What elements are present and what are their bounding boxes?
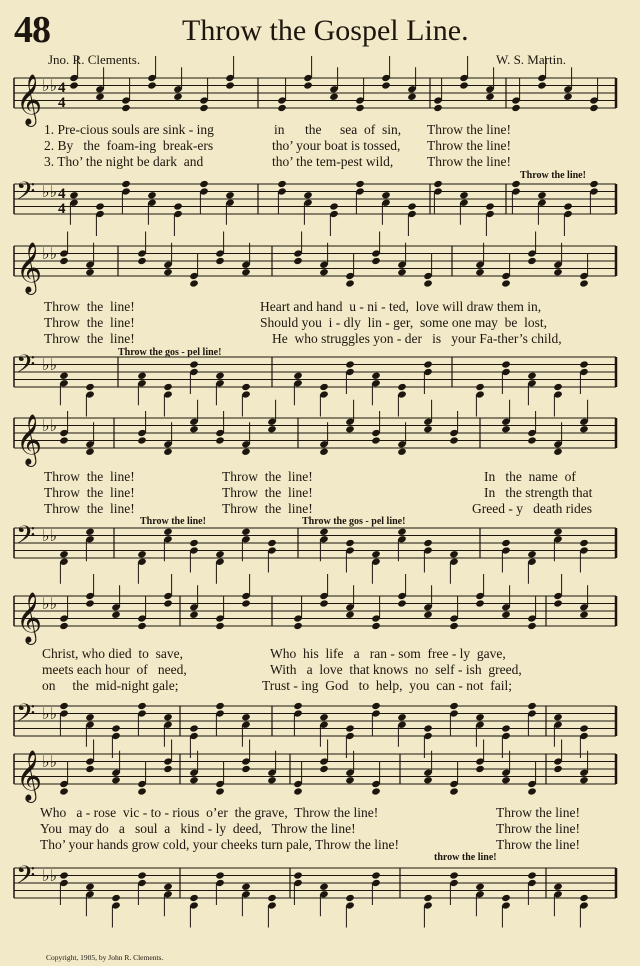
- note-head: [475, 765, 485, 773]
- lyric-verse3-g: He who struggles yon - der is your Fa-ther’s child,: [272, 331, 562, 346]
- note-head: [85, 765, 95, 773]
- note-head: [215, 436, 225, 444]
- note-head: [563, 93, 573, 101]
- hymn-number: 48: [14, 9, 50, 51]
- note-head: [111, 776, 121, 784]
- note-head: [293, 257, 303, 265]
- flat-key-signature-icon: ♭♭: [42, 866, 58, 885]
- note-head: [527, 372, 537, 380]
- flat-key-signature-icon: ♭♭: [42, 526, 58, 545]
- note-head: [511, 180, 521, 188]
- note-head: [397, 599, 407, 607]
- note-head: [85, 383, 95, 391]
- flat-key-signature-icon: ♭♭: [42, 244, 58, 263]
- note-head: [527, 257, 537, 265]
- lyric-verse1-e: Throw the line!: [427, 122, 511, 137]
- note-head: [163, 713, 173, 721]
- note-head: [267, 776, 277, 784]
- note-head: [137, 436, 147, 444]
- note-head: [199, 180, 209, 188]
- note-head: [501, 776, 511, 784]
- lyric-verse2-h: Throw the line!: [44, 485, 135, 500]
- lyric-verse3-b: tho’ the tem-pest wild,: [272, 154, 394, 169]
- note-head: [423, 279, 433, 287]
- note-head: [371, 702, 381, 710]
- note-head: [147, 81, 157, 89]
- note-head: [111, 611, 121, 619]
- note-head: [293, 622, 303, 630]
- note-head: [69, 191, 79, 199]
- note-head: [163, 268, 173, 276]
- lyric-verse1-d: sea of sin,: [340, 122, 402, 137]
- note-head: [163, 883, 173, 891]
- note-head: [475, 268, 485, 276]
- note-head: [163, 765, 173, 773]
- note-head: [215, 622, 225, 630]
- note-head: [475, 383, 485, 391]
- lyric-verse2-b: tho’ your boat is tossed,: [272, 138, 401, 153]
- note-head: [69, 81, 79, 89]
- lyric-verse2-f: Throw the line!: [44, 315, 135, 330]
- note-head: [553, 765, 563, 773]
- note-head: [59, 550, 69, 558]
- note-head: [423, 425, 433, 433]
- note-head: [59, 871, 69, 879]
- cue-gospel-line-2: Throw the gos - pel line!: [302, 516, 406, 527]
- note-head: [449, 702, 459, 710]
- note-head: [579, 539, 589, 547]
- note-head: [163, 528, 173, 536]
- note-head: [355, 104, 365, 112]
- note-head: [277, 104, 287, 112]
- lyric-verse1-n: Throw the line!: [496, 805, 580, 820]
- note-head: [85, 599, 95, 607]
- note-head: [501, 279, 511, 287]
- note-head: [85, 448, 95, 456]
- note-head: [589, 180, 599, 188]
- note-head: [303, 81, 313, 89]
- treble-clef-icon: 𝄞: [16, 414, 43, 465]
- note-head: [189, 894, 199, 902]
- note-head: [319, 448, 329, 456]
- lyric-verse1-m: Who a - rose vic - to - rious o’er the grave, Throw the line!: [40, 805, 379, 820]
- note-head: [225, 191, 235, 199]
- lyric-verse2-l: With a love that knows no self - ish greed,: [270, 662, 522, 677]
- note-head: [485, 202, 495, 210]
- note-head: [423, 776, 433, 784]
- note-head: [579, 611, 589, 619]
- lyric-verse2-c: Throw the line!: [427, 138, 511, 153]
- note-head: [553, 713, 563, 721]
- lyric-verse3-f: Throw the line!: [44, 331, 135, 346]
- note-head: [579, 425, 589, 433]
- note-head: [241, 599, 251, 607]
- note-head: [319, 713, 329, 721]
- note-head: [163, 599, 173, 607]
- note-head: [59, 372, 69, 380]
- note-head: [579, 279, 589, 287]
- flat-key-signature-icon: ♭♭: [42, 355, 58, 374]
- note-head: [329, 93, 339, 101]
- note-head: [501, 539, 511, 547]
- note-head: [501, 360, 511, 368]
- note-head: [59, 436, 69, 444]
- note-head: [189, 539, 199, 547]
- note-head: [189, 360, 199, 368]
- note-head: [215, 702, 225, 710]
- lyric-verse2-n: Throw the line!: [496, 821, 580, 836]
- note-head: [371, 787, 381, 795]
- note-head: [267, 894, 277, 902]
- note-head: [371, 550, 381, 558]
- note-head: [449, 787, 459, 795]
- note-head: [423, 539, 433, 547]
- note-head: [553, 268, 563, 276]
- note-head: [293, 372, 303, 380]
- cue-throw-line-3: throw the line!: [434, 852, 497, 863]
- note-head: [189, 279, 199, 287]
- lyric-verse1-k: Christ, who died to save,: [42, 646, 183, 661]
- note-head: [121, 180, 131, 188]
- note-head: [537, 81, 547, 89]
- note-head: [449, 436, 459, 444]
- note-head: [423, 611, 433, 619]
- note-head: [215, 787, 225, 795]
- note-head: [371, 622, 381, 630]
- note-head: [215, 372, 225, 380]
- note-head: [485, 93, 495, 101]
- treble-clef-icon: 𝄞: [16, 74, 43, 125]
- note-head: [137, 372, 147, 380]
- note-head: [241, 448, 251, 456]
- note-head: [345, 539, 355, 547]
- note-head: [355, 180, 365, 188]
- note-head: [59, 257, 69, 265]
- note-head: [553, 599, 563, 607]
- note-head: [59, 702, 69, 710]
- note-head: [579, 724, 589, 732]
- note-head: [371, 257, 381, 265]
- note-head: [137, 550, 147, 558]
- note-head: [319, 765, 329, 773]
- note-head: [303, 191, 313, 199]
- note-head: [319, 599, 329, 607]
- note-head: [527, 550, 537, 558]
- note-head: [241, 383, 251, 391]
- time-signature-bottom: 4: [58, 201, 66, 217]
- note-head: [95, 93, 105, 101]
- note-head: [407, 93, 417, 101]
- lyric-verse1-j: In the name of: [484, 469, 576, 484]
- note-head: [397, 448, 407, 456]
- author-credit: Jno. R. Clements.: [48, 52, 141, 67]
- note-head: [449, 622, 459, 630]
- note-head: [345, 279, 355, 287]
- note-head: [137, 702, 147, 710]
- note-head: [579, 776, 589, 784]
- note-head: [225, 81, 235, 89]
- flat-key-signature-icon: ♭♭: [42, 182, 58, 201]
- lyric-verse2-m: You may do a soul a kind - ly deed, Throw the line!: [40, 821, 356, 836]
- lyric-verse2-a: 2. By the foam-ing break-ers: [44, 138, 214, 153]
- note-head: [553, 383, 563, 391]
- time-signature-bottom: 4: [58, 95, 66, 111]
- note-head: [241, 268, 251, 276]
- note-head: [579, 360, 589, 368]
- hymn-title: Throw the Gospel Line.: [182, 14, 469, 47]
- note-head: [293, 871, 303, 879]
- flat-key-signature-icon: ♭♭: [42, 594, 58, 613]
- note-head: [241, 528, 251, 536]
- note-head: [137, 787, 147, 795]
- lyric-verse1-b: in: [274, 122, 285, 137]
- note-head: [563, 202, 573, 210]
- flat-key-signature-icon: ♭♭: [42, 752, 58, 771]
- note-head: [345, 776, 355, 784]
- copyright-notice: Copyright, 1905, by John R. Clements.: [46, 953, 164, 962]
- note-head: [121, 104, 131, 112]
- note-head: [215, 871, 225, 879]
- note-head: [449, 871, 459, 879]
- lyric-verse3-j: Greed - y death rides: [472, 501, 592, 516]
- lyric-verse2-j: In the strength that: [484, 485, 593, 500]
- note-head: [345, 360, 355, 368]
- bass-clef-icon: 𝄢: [16, 699, 36, 734]
- note-head: [189, 425, 199, 433]
- note-head: [137, 871, 147, 879]
- lyric-verse2-i: Throw the line!: [222, 485, 313, 500]
- note-head: [277, 180, 287, 188]
- note-head: [147, 191, 157, 199]
- note-head: [527, 622, 537, 630]
- lyric-verse3-l: Trust - ing God to help, you can - not fail;: [262, 678, 512, 693]
- time-signature-top: 4: [58, 186, 66, 202]
- note-head: [189, 724, 199, 732]
- note-head: [293, 787, 303, 795]
- note-head: [111, 724, 121, 732]
- lyric-verse1-h: Throw the line!: [44, 469, 135, 484]
- note-head: [293, 702, 303, 710]
- lyric-verse3-k: on the mid-night gale;: [42, 678, 179, 693]
- note-head: [267, 425, 277, 433]
- note-head: [459, 191, 469, 199]
- note-head: [475, 599, 485, 607]
- cue-throw-line-1: Throw the line!: [520, 170, 586, 181]
- lyric-verse2-g: Should you i - dly lin - ger, some one may be lost,: [260, 315, 548, 330]
- note-head: [85, 268, 95, 276]
- note-head: [527, 702, 537, 710]
- note-head: [241, 883, 251, 891]
- note-head: [319, 528, 329, 536]
- flat-key-signature-icon: ♭♭: [42, 416, 58, 435]
- note-head: [85, 883, 95, 891]
- treble-clef-icon: 𝄞: [16, 242, 43, 293]
- note-head: [501, 894, 511, 902]
- note-head: [397, 528, 407, 536]
- note-head: [527, 436, 537, 444]
- note-head: [537, 191, 547, 199]
- note-head: [381, 81, 391, 89]
- note-head: [553, 528, 563, 536]
- note-head: [501, 611, 511, 619]
- cue-gospel-line-1: Throw the gos - pel line!: [118, 347, 222, 358]
- note-head: [397, 383, 407, 391]
- note-head: [501, 724, 511, 732]
- note-head: [215, 257, 225, 265]
- lyric-verse2-k: meets each hour of need,: [42, 662, 187, 677]
- note-head: [345, 724, 355, 732]
- note-head: [215, 550, 225, 558]
- note-head: [459, 81, 469, 89]
- note-head: [345, 894, 355, 902]
- lyric-verse3-a: 3. Tho’ the night be dark and: [44, 154, 204, 169]
- cue-throw-line-2: Throw the line!: [140, 516, 206, 527]
- lyric-verse1-g: Heart and hand u - ni - ted, love will draw them in,: [260, 299, 542, 314]
- note-head: [189, 611, 199, 619]
- note-head: [241, 765, 251, 773]
- bass-clef-icon: 𝄢: [16, 861, 36, 896]
- note-head: [111, 894, 121, 902]
- note-head: [241, 713, 251, 721]
- composer-credit: W. S. Martin.: [496, 52, 566, 67]
- time-signature-top: 4: [58, 80, 66, 96]
- note-head: [319, 883, 329, 891]
- note-head: [371, 372, 381, 380]
- note-head: [397, 713, 407, 721]
- note-head: [553, 448, 563, 456]
- note-head: [267, 539, 277, 547]
- note-head: [85, 528, 95, 536]
- note-head: [85, 713, 95, 721]
- lyric-verse3-i: Throw the line!: [222, 501, 313, 516]
- lyric-verse3-c: Throw the line!: [427, 154, 511, 169]
- note-head: [407, 202, 417, 210]
- note-head: [163, 448, 173, 456]
- note-head: [329, 202, 339, 210]
- bass-clef-icon: 𝄢: [16, 350, 36, 385]
- note-head: [95, 202, 105, 210]
- note-head: [423, 360, 433, 368]
- note-head: [189, 776, 199, 784]
- note-head: [423, 724, 433, 732]
- note-head: [501, 425, 511, 433]
- note-head: [553, 883, 563, 891]
- lyric-verse3-h: Throw the line!: [44, 501, 135, 516]
- lyric-verse1-a: 1. Pre-cious souls are sink - ing: [44, 122, 214, 137]
- note-head: [345, 425, 355, 433]
- bass-clef-icon: 𝄢: [16, 177, 36, 212]
- note-head: [475, 883, 485, 891]
- note-head: [579, 894, 589, 902]
- lyric-verse3-m: Tho’ your hands grow cold, your cheeks turn pale, Throw the line!: [40, 837, 400, 852]
- treble-clef-icon: 𝄞: [16, 750, 43, 801]
- flat-key-signature-icon: ♭♭: [42, 76, 58, 95]
- note-head: [199, 104, 209, 112]
- lyric-verse1-f: Throw the line!: [44, 299, 135, 314]
- note-head: [527, 787, 537, 795]
- note-head: [423, 894, 433, 902]
- note-head: [319, 383, 329, 391]
- note-head: [475, 713, 485, 721]
- lyric-verse3-n: Throw the line!: [496, 837, 580, 852]
- note-head: [319, 268, 329, 276]
- note-head: [59, 787, 69, 795]
- note-head: [589, 104, 599, 112]
- note-head: [511, 104, 521, 112]
- flat-key-signature-icon: ♭♭: [42, 704, 58, 723]
- note-head: [173, 93, 183, 101]
- note-head: [137, 622, 147, 630]
- note-head: [381, 191, 391, 199]
- note-head: [345, 611, 355, 619]
- note-head: [371, 436, 381, 444]
- note-head: [527, 871, 537, 879]
- lyric-verse1-c: the: [305, 122, 322, 137]
- note-head: [397, 268, 407, 276]
- lyric-verse1-i: Throw the line!: [222, 469, 313, 484]
- bass-clef-icon: 𝄢: [16, 521, 36, 556]
- note-head: [173, 202, 183, 210]
- note-head: [433, 180, 443, 188]
- note-head: [449, 550, 459, 558]
- note-head: [433, 104, 443, 112]
- lyric-verse1-l: Who his life a ran - som free - ly gave,: [270, 646, 506, 661]
- note-head: [59, 622, 69, 630]
- note-head: [163, 383, 173, 391]
- note-head: [371, 871, 381, 879]
- treble-clef-icon: 𝄞: [16, 592, 43, 643]
- note-head: [137, 257, 147, 265]
